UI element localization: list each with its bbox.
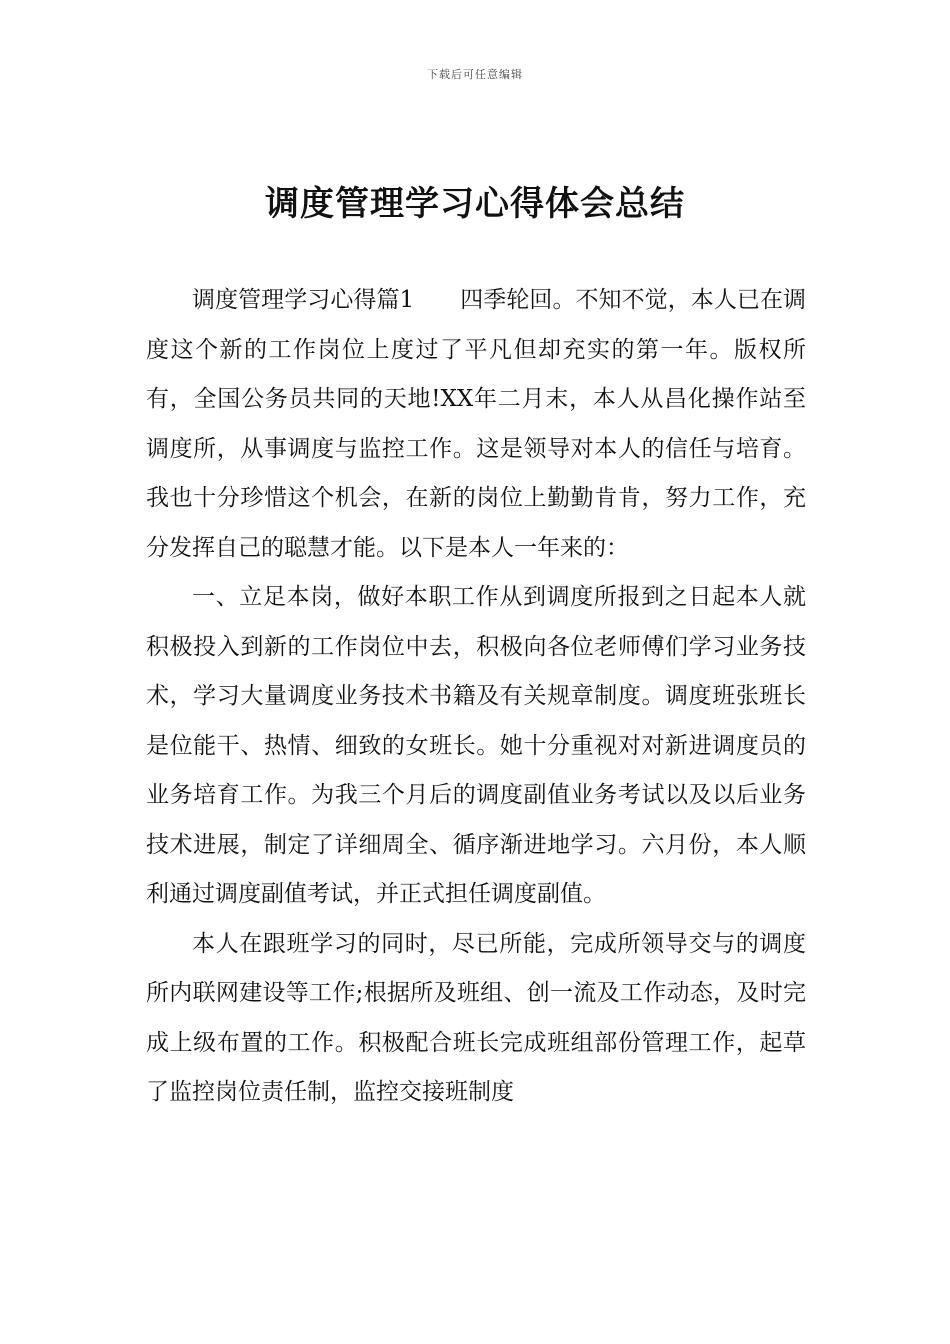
paragraph-1-lead: 调度管理学习心得篇1: [192, 287, 415, 313]
document-body: [146, 276, 806, 1118]
paragraph-1: [146, 276, 806, 573]
header-note: 下载后可任意编辑: [427, 68, 523, 81]
paragraph-1-text: 四季轮回。不知不觉，本人已在调度这个新的工作岗位上度过了平凡但却充实的第一年。版权所有，全国公务员共同的天地!XX年二月末，本人从昌化操作站至调度所，从事调度与监控工作。这是领导对本人的信任与培育。我也十分珍惜这个机会，在新的岗位上勤勤肯肯，努力工作，充分发挥自己的聪慧才能。以下是本人一年来的：: [146, 287, 807, 561]
document-title: 调度管理学习心得体会总结: [265, 184, 685, 224]
paragraph-3: 本人在跟班学习的同时，尽已所能，完成所领导交与的调度所内联网建设等工作;根据所及班组、创一流及工作动态，及时完成上级布置的工作。积极配合班长完成班组部份管理工作，起草了监控岗位责任制，监控交接班制度: [146, 930, 806, 1105]
paragraph-2: 一、立足本岗，做好本职工作从到调度所报到之日起本人就积极投入到新的工作岗位中去，积极向各位老师傅们学习业务技术，学习大量调度业务技术书籍及有关规章制度。调度班张班长是位能干、热情、细致的女班长。她十分重视对对新进调度员的业务培育工作。为我三个月后的调度副值业务考试以及以后业务技术进展，制定了详细周全、循序渐进地学习。六月份，本人顺利通过调度副值考试，并正式担任调度副值。: [146, 584, 806, 907]
